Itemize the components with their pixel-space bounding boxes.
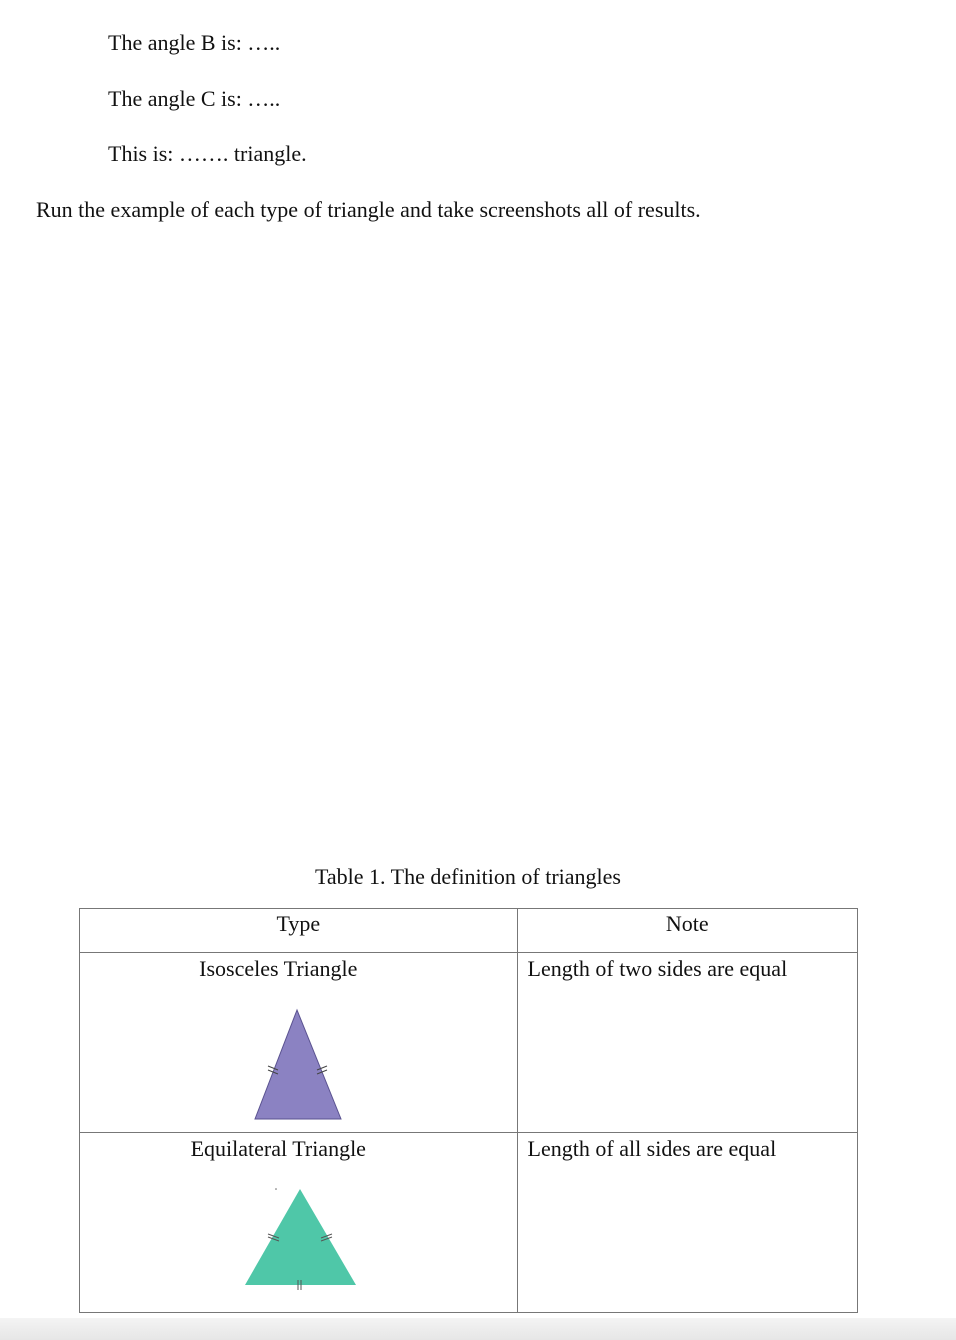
table-row bbox=[80, 1133, 858, 1313]
type-label-isosceles: Isosceles Triangle bbox=[199, 956, 358, 981]
triangle-definition-table bbox=[79, 908, 858, 1313]
isosceles-triangle-icon bbox=[80, 953, 517, 1132]
equilateral-triangle-shape bbox=[245, 1189, 356, 1285]
equilateral-triangle-icon bbox=[80, 1133, 517, 1312]
instruction-text: Run the example of each type of triangle and take screenshots all of results. bbox=[36, 197, 701, 222]
angle-b-line: The angle B is: ….. bbox=[108, 30, 281, 55]
note-cell-isosceles bbox=[517, 953, 857, 1133]
note-label-isosceles: Length of two sides are equal bbox=[527, 956, 788, 981]
header-type: Type bbox=[80, 909, 518, 953]
header-note: Note bbox=[517, 909, 857, 953]
type-cell-equilateral bbox=[80, 1133, 518, 1313]
note-label-equilateral: Length of all sides are equal bbox=[527, 1136, 777, 1161]
table-caption: Table 1. The definition of triangles bbox=[315, 864, 621, 889]
note-cell-equilateral bbox=[517, 1133, 857, 1313]
page-bottom-edge bbox=[0, 1318, 956, 1340]
table-header-row bbox=[80, 909, 858, 953]
table-row bbox=[80, 953, 858, 1133]
type-label-equilateral: Equilateral Triangle bbox=[190, 1136, 366, 1161]
triangle-type-line: This is: ……. triangle. bbox=[108, 141, 307, 166]
type-cell-isosceles bbox=[80, 953, 518, 1133]
isosceles-triangle-shape bbox=[255, 1010, 341, 1119]
angle-c-line: The angle C is: ….. bbox=[108, 86, 281, 111]
